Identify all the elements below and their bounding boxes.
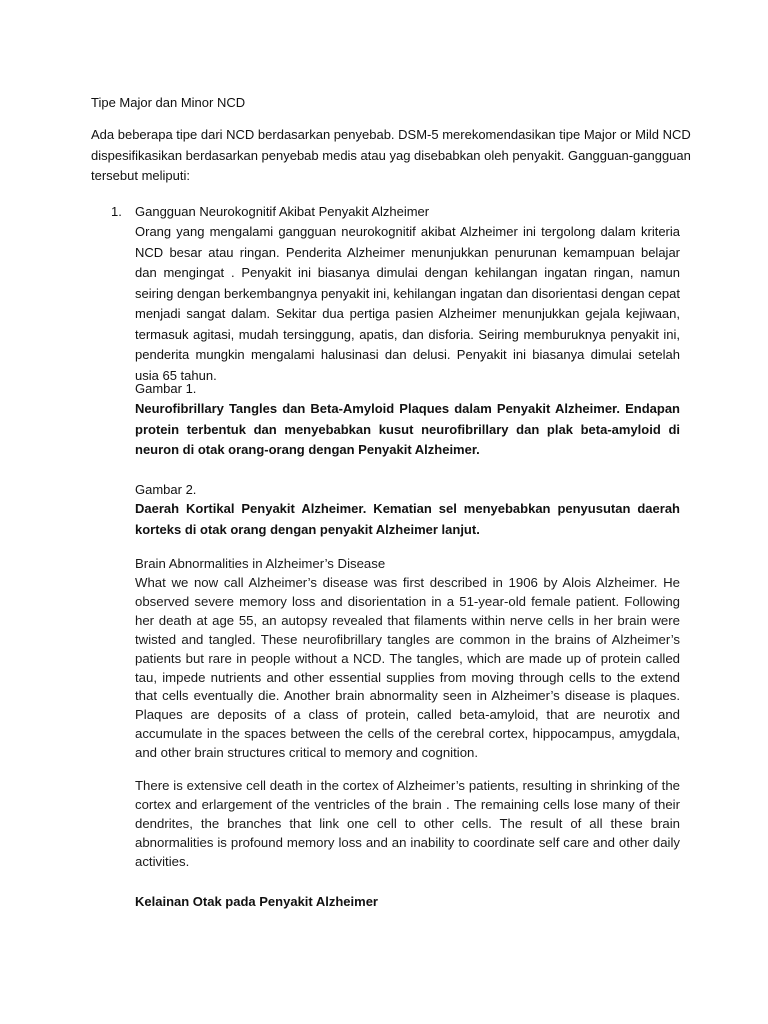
section-heading: Kelainan Otak pada Penyakit Alzheimer [135,894,378,909]
intro-paragraph: Ada beberapa tipe dari NCD berdasarkan penyebab. DSM-5 merekomendasikan tipe Major or Mild NCD dispesifikasikan berdasarkan penyebab medis atau yag disebabkan oleh penyakit. Gangguan-gangguan tersebut meliputi: [91,127,691,183]
english-section-heading: Brain Abnormalities in Alzheimer’s Disease [135,556,386,571]
figure-1-label: Gambar 1. [135,381,197,396]
figure-2-caption: Daerah Kortikal Penyakit Alzheimer. Kematian sel menyebabkan penyusutan daerah korteks di otak orang dengan penyakit Alzheimer lanjut. [135,501,680,537]
document-title: Tipe Major dan Minor NCD [91,95,246,110]
english-paragraph-2: There is extensive cell death in the cortex of Alzheimer’s patients, resulting in shrinking of the cortex and erlargement of the ventricles of the brain . The remaining cells lose many of their dendrites, the branches that link one cell to other cells. The result of all these brain abnormalities is profound memory loss and an inability to coordinate self care and other daily activities. [135,778,680,869]
list-item-number: 1. [111,204,122,219]
figure-2-label: Gambar 2. [135,482,197,497]
figure-1-caption: Neurofibrillary Tangles dan Beta-Amyloid Plaques dalam Penyakit Alzheimer. Endapan protein terbentuk dan menyebabkan kusut neurofibrillary dan plak beta-amyloid di neuron di otak orang-orang dengan Penyakit Alzheimer. [135,401,680,457]
english-paragraph-1: What we now call Alzheimer’s disease was first described in 1906 by Alois Alzheimer. He observed severe memory loss and disorientation in a 51-year-old female patient. Following her death at age 55, an autopsy revealed that filaments within nerve cells in her brain were twisted and tangled. These neurofibrillary tangles are common in the brains of Alzheimer’s patients but rare in people without a NCD. The tangles, which are made up of protein called tau, impede nutrients and other essential supplies from moving through cells to the extend that cells eventually die. Another brain abnormality seen in Alzheimer’s disease is plaques. Plaques are deposits of a class of protein, called beta-amyloid, that are neurotix and accumulate in the spaces between the cells of the cerebral cortex, hippocampus, amygdala, and other brain structures critical to memory and cognition. [135,575,680,761]
list-item-heading: Gangguan Neurokognitif Akibat Penyakit Alzheimer [135,204,430,219]
list-item-body: Orang yang mengalami gangguan neurokognitif akibat Alzheimer ini tergolong dalam kriteria NCD besar atau ringan. Penderita Alzheimer menunjukkan penurunan kemampuan belajar dan mengingat . Penyakit ini biasanya dimulai dengan kehilangan ingatan ringan, namun seiring dengan berkembangnya penyakit ini, kehilangan ingatan dan disorientasi dengan cepat menjadi sangat dalam. Sekitar dua pertiga pasien Alzheimer menunjukkan gejala kejiwaan, termasuk agitasi, mudah tersinggung, apatis, dan disforia. Seiring memburuknya penyakit ini, penderita mungkin mengalami halusinasi dan delusi. Penyakit ini biasanya dimulai setelah usia 65 tahun. [135,224,680,383]
